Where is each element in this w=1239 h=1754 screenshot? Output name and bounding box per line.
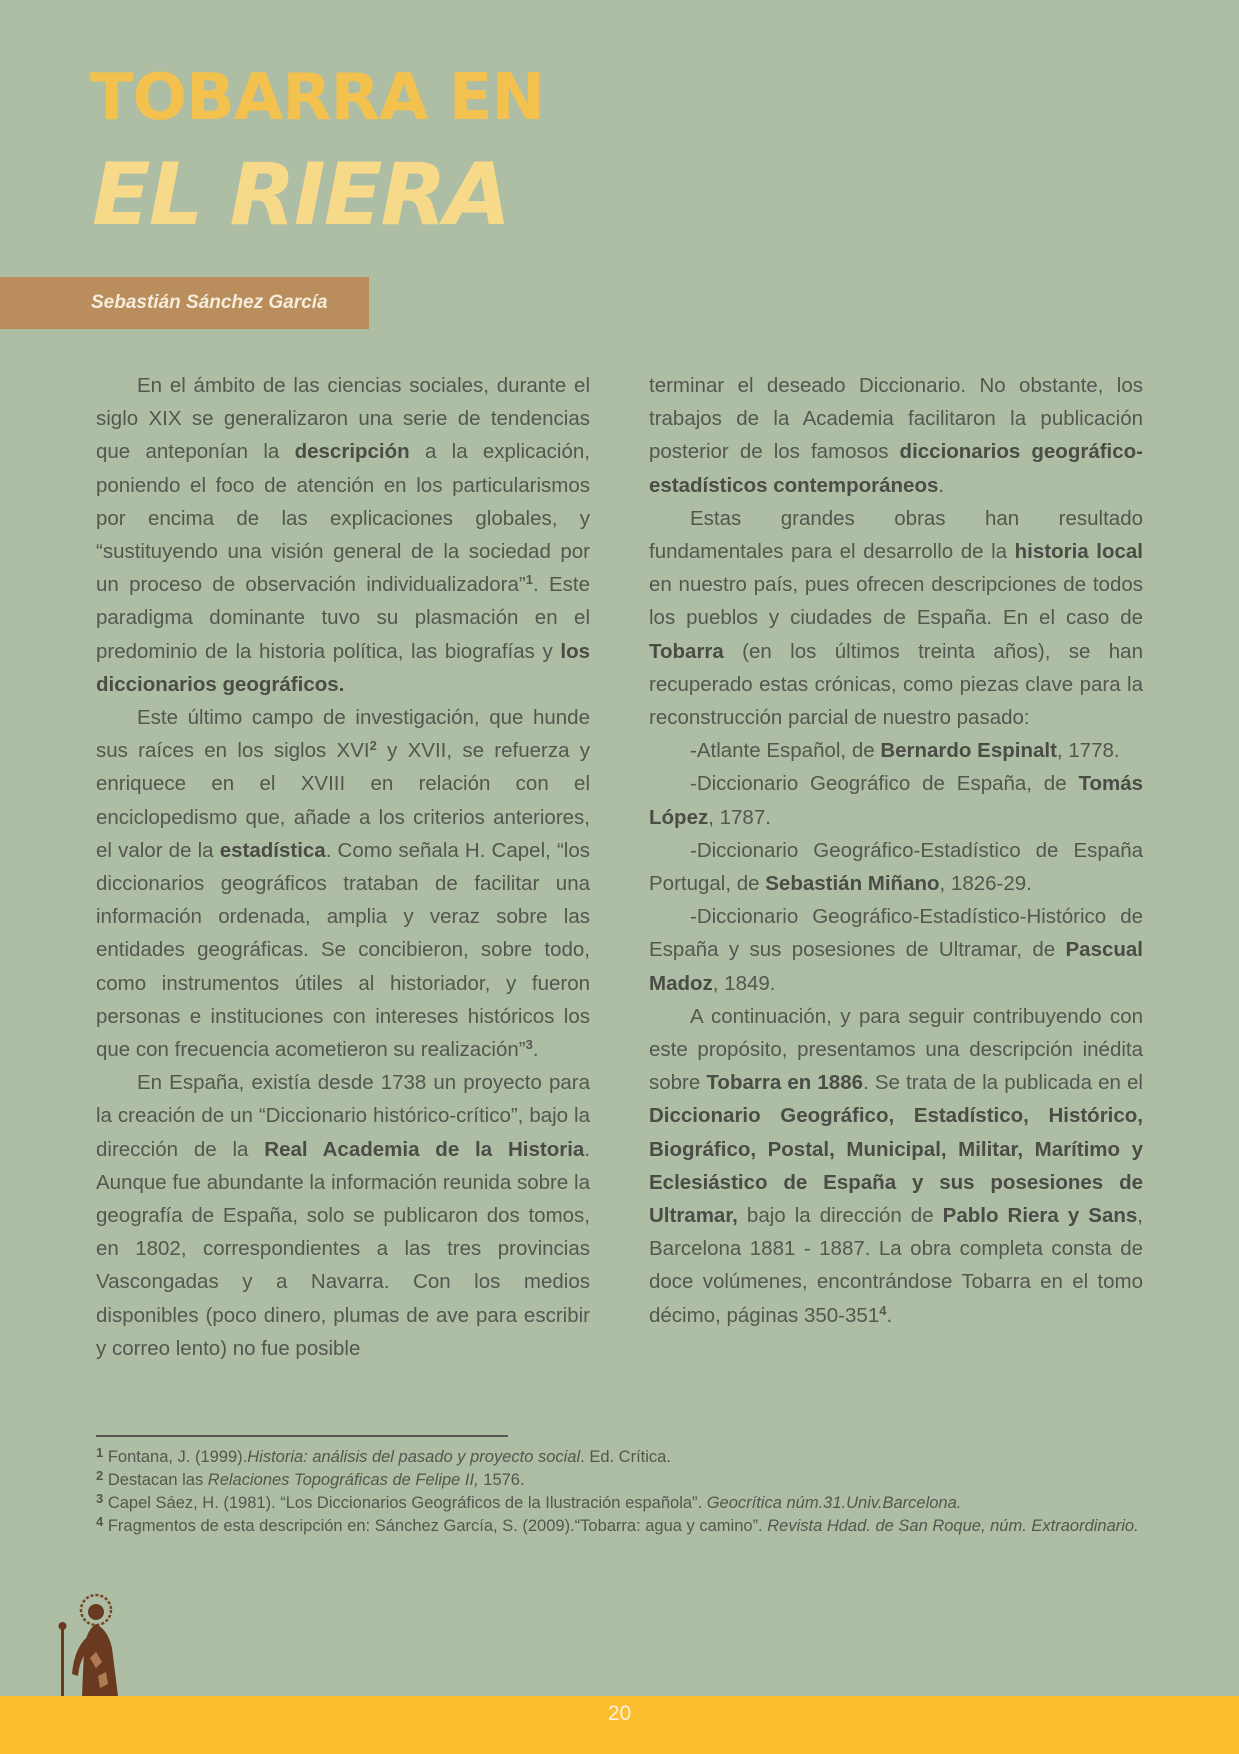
- paragraph: terminar el deseado Diccionario. No obstante, los trabajos de la Academia facilitaron la publicación posterior de los famosos diccionarios geográfico-estadísticos contemporáneos.: [649, 374, 1143, 497]
- list-item: -Diccionario Geográfico-Estadístico de España Portugal, de Sebastián Miñano, 1826-29.: [649, 838, 1143, 896]
- saint-figure-icon: [52, 1588, 132, 1696]
- list-item: -Atlante Español, de Bernardo Espinalt, 1778.: [690, 739, 1120, 763]
- footnote-ref: 2: [369, 738, 377, 754]
- footnotes: [96, 1446, 1143, 1538]
- title-line-2: EL RIERA: [92, 145, 510, 245]
- author-name: Sebastián Sánchez García: [91, 292, 328, 313]
- list-item: -Diccionario Geográfico-Estadístico-Histórico de España y sus posesiones de Ultramar, de Pascual Madoz, 1849.: [649, 905, 1143, 995]
- title-line-1: TOBARRA EN: [90, 61, 545, 135]
- list-item: -Diccionario Geográfico de España, de Tomás López, 1787.: [649, 772, 1143, 829]
- footnote: $^3$ Capel Sáez, H. (1981). “Los Diccionarios Geográficos de la Ilustración española”. Geocrítica núm.31.Univ.Barcelona.: [96, 1491, 962, 1512]
- footnote-ref: 1: [525, 572, 533, 588]
- page-number: 20: [607, 1702, 632, 1725]
- footnote: $^2$ Destacan las Relaciones Topográficas de Felipe II, 1576.: [96, 1468, 525, 1489]
- footnote: $^1$ Fontana, J. (1999).Historia: análisis del pasado y proyecto social. Ed. Crítica.: [96, 1445, 671, 1466]
- paragraph: Estas grandes obras han resultado fundamentales para el desarrollo de la historia local en nuestro país, pues ofrecen descripciones de todos los pueblos y ciudades de España. En el caso de Tobarra (en los últimos treinta años), se han recuperado estas crónicas, como piezas clave para la reconstrucción parcial de nuestro pasado:: [649, 506, 1143, 730]
- footnote-divider: [96, 1435, 508, 1437]
- footnote-ref: 3: [525, 1037, 533, 1053]
- paragraph: A continuación, y para seguir contribuyendo con este propósito, presentamos una descripción inédita sobre Tobarra en 1886. Se trata de la publicada en el Diccionario Geográfico, Estadístico, Histórico, Biográfico, Postal, Municipal, Militar, Marítimo y Eclesiástico de España y sus posesiones de Ultramar, bajo la dirección de Pablo Riera y Sans, Barcelona 1881 - 1887. La obra completa consta de doce volúmenes, encontrándose Tobarra en el tomo décimo, páginas $350-351^4$.: [649, 1004, 1143, 1327]
- paragraph: Este último campo de investigación, que hunde sus raíces en los siglos XVI$^2$ y XVII, se refuerza y enriquece en el XVIII en relación con el enciclopedismo que, añade a los criterios anteriores, el valor de la estadística. Como señala H. Capel, “los diccionarios geográficos trataban de facilitar una información ordenada, amplia y veraz sobre las entidades geográficas. Se concibieron, sobre todo, como instrumentos útiles al historiador, y fueron personas e instituciones con intereses históricos los que con frecuencia acometieron su realización”$^3$.: [96, 706, 591, 1062]
- footnote: $^4$ Fragmentos de esta descripción en: Sánchez García, S. (2009).“Tobarra: agua y camino”. Revista Hdad. de San Roque, núm. Extraordinario.: [96, 1514, 1139, 1535]
- right-column: [649, 369, 1143, 1332]
- paragraph: En el ámbito de las ciencias sociales, durante el siglo XIX se generalizaron una serie de tendencias que anteponían la descripción a la explicación, poniendo el foco de atención en los particularismos por encima de las explicaciones globales, y “sustituyendo una visión general de la sociedad por un proceso de observación individualizadora”$^1$. Este paradigma dominante tuvo su plasmación en el predominio de la historia política, las biografías y los diccionarios geográficos.: [96, 374, 590, 696]
- footnote-ref: 4: [879, 1302, 887, 1318]
- paragraph: En España, existía desde 1738 un proyecto para la creación de un “Diccionario histórico-crítico”, bajo la dirección de la Real Academia de la Historia. Aunque fue abundante la información reunida sobre la geografía de España, solo se publicaron dos tomos, en 1802, correspondientes a las tres provincias Vascongadas y a Navarra. Con los medios disponibles (poco dinero, plumas de ave para escribir y correo lento) no fue posible: [96, 1071, 590, 1360]
- left-column: [96, 369, 590, 1365]
